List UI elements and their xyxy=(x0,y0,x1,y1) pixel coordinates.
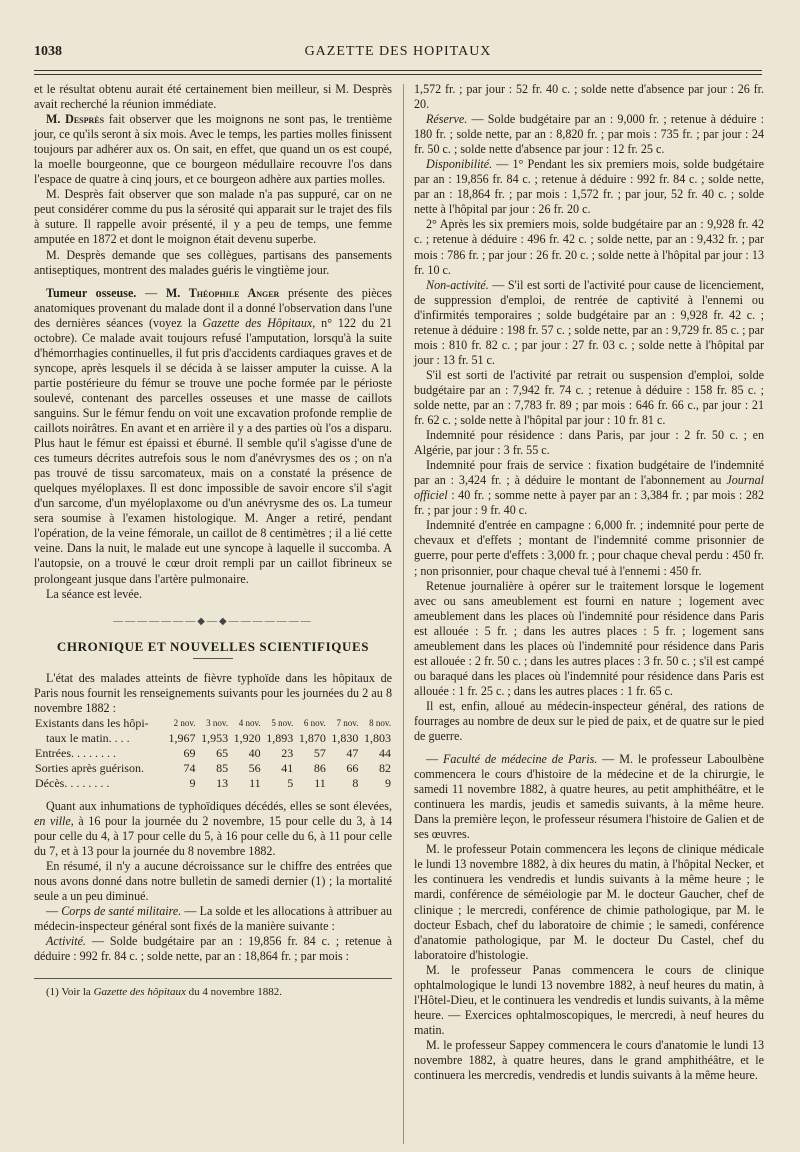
paragraph: Il est, enfin, alloué au médecin-inspecteur général, des rations de fourrages au nombre de deux sur le pied de paix, et de quatre sur le pied de guerre. xyxy=(414,698,764,744)
paragraph-heading: Disponibilité. xyxy=(426,157,493,172)
table-cell: 56 xyxy=(248,760,261,775)
typhoid-stats-table xyxy=(34,716,392,791)
paragraph: M. Desprès fait observer que son malade n'a pas suppuré, car on ne peut considérer comme du pus la sérosité qui apparait sur le trajet des fils à suture. Il rappelle avoir présenté, il y a peu de temps, une femme amputée en 1872 et dont le moignon était devenu superbe. xyxy=(34,187,392,247)
table-cell: 82 xyxy=(379,760,391,775)
page-header xyxy=(34,44,762,66)
table-cell: 1,893 xyxy=(266,730,294,745)
paragraph-heading: Tumeur osseuse. xyxy=(46,285,137,300)
paragraph: M. le professeur Sappey commencera le cours d'anatomie le lundi 13 novembre 1882, à quatre heures, dans le grand amphithéâtre, et le continuera les mercredis, vendredis et lundis suivants à la même heure. xyxy=(414,1037,764,1083)
section-ornament: ———————◆—◆——————— xyxy=(113,615,313,627)
table-header: 2 nov. xyxy=(173,717,196,728)
table-cell: 69 xyxy=(183,745,196,760)
page-number: 1038 xyxy=(34,44,62,59)
table-row xyxy=(34,761,392,776)
table-cell: Entrées. . . . . . . . xyxy=(35,745,116,760)
paragraph-heading: Activité. xyxy=(46,934,86,949)
paragraph: Tumeur osseuse. — M. Théophile Anger présente des pièces anatomiques provenant du malade dont il a donné l'observation dans l'une des dernières séances (voyez la Gazette des Hôpitaux, n° 122 du 21 octobre). Ce malade avait toujours refusé l'amputation, lorsqu'à la suite d'hémorrhagies continuelles, il fut pris d'accidents cardiaques graves et de syncope, après lesquels il se décida à se laisser amputer la cuisse. A la partie postérieure du fémur se trouve une poche formée par le périoste soulevé, contenant des parcelles osseuses et une masse de caillots sanguins. Sur le fémur fendu on voit une excavation profonde remplie de caillots noirâtres. En avant et en arrière il y a des parties où l'os a disparu. Plus haut le fémur est épaissi et éburné. Il semble qu'il s'agisse d'une de ces tumeurs décrites autrefois sous le nom d'anévrysmes des os ; on n'a pas trouvé de tissu sarcomateux, mais on a constaté la présence de quelques myéloplaxes. Il est donc impossible de savoir encore s'il s'agit d'un sarcome, d'un myéloplaxome ou d'un anévrysme des os. La tumeur sera soumise à l'examen histologique. M. Anger a retiré, pendant l'opération, de la veine fémorale, un caillot de 8 centimètres ; il a lié cette veine. Dans la nuit, le malade eut une syncope à laquelle il succomba. A l'autopsie, on a trouvé le cœur droit rempli par un caillot fibrineux se prolongeant jusque dans l'artère pulmonaire. xyxy=(34,285,393,586)
table-cell: 66 xyxy=(346,760,359,775)
table-cell: 11 xyxy=(314,775,326,790)
table-cell: Sorties après guérison. xyxy=(35,760,144,775)
journal-reference: Gazette des Hôpitaux xyxy=(202,315,313,330)
paragraph: 1,572 fr. ; par jour : 52 fr. 40 c. ; solde nette d'absence par jour : 26 fr. 20. xyxy=(414,82,764,112)
footnote: (1) Voir la Gazette des hôpitaux du 4 novembre 1882. xyxy=(46,986,283,999)
paragraph-heading: Réserve. xyxy=(426,112,468,127)
paragraph-heading: Corps de santé militaire. xyxy=(61,904,182,919)
table-cell: Décès. . . . . . . . xyxy=(35,775,110,790)
table-row xyxy=(34,716,392,731)
column-divider xyxy=(403,84,404,1144)
table-row xyxy=(34,731,392,746)
left-column xyxy=(34,82,392,1000)
paragraph: — Faculté de médecine de Paris. — M. le professeur Laboulbène commencera le cours d'histoire de la médecine et de la chirurgie, le samedi 11 novembre 1882, à quatre heures, au petit amphithéâtre, et le continuera les mardis, jeudis et samedis suivants, à la même heure. Dans la première leçon, le professeur résumera l'histoire de Galien et de ses œuvres. xyxy=(414,752,765,842)
table-cell: 40 xyxy=(248,745,261,760)
paragraph: M. Desprès demande que ses collègues, partisans des pansements antiseptiques, montrent des malades guéris le vingtième jour. xyxy=(34,247,392,277)
table-cell: 1,870 xyxy=(298,730,326,745)
table-cell: 9 xyxy=(385,775,391,790)
table-cell: 86 xyxy=(313,760,326,775)
header-rule-top xyxy=(34,70,762,71)
paragraph: Retenue journalière à opérer sur le traitement lorsque le logement avec ou sans ameublement est fourni en nature ; logement avec ameublement dans les places où l'indemnité pour résidence dans Paris est allouée : 5 fr. ; dans les autres places : 5 fr. ; logement sans ameublement dans les places où l'indemnité pour résidence dans Paris est allouée : 2 fr. 50 c. ; dans les autres places : 3 fr. 50 c. ; s'il est campé ou baraqué dans les places où l'indemnité pour résidence dans Paris est allouée : 1 fr. 25 c. ; dans les autres places : 1 fr. 65 c. xyxy=(414,578,764,698)
paragraph: Indemnité pour résidence : dans Paris, par jour : 2 fr. 50 c. ; en Algérie, par jour : 3 fr. 55 c. xyxy=(414,428,764,458)
table-cell: taux le matin. . . . xyxy=(46,730,130,745)
table-header: 8 nov. xyxy=(369,717,391,728)
table-header: 7 nov. xyxy=(336,717,359,728)
table-cell: 47 xyxy=(346,745,359,760)
paragraph: M. le professeur Panas commencera le cours de clinique ophtalmologique le lundi 13 novembre 1882, à neuf heures du matin, à l'Hôtel-Dieu, et le continuera les vendredis et lundis suivants, à la même heure. — Exercices ophtalmoscopiques, le mercredi, à neuf heures du matin. xyxy=(414,962,764,1037)
paragraph: M. le professeur Potain commencera les leçons de clinique médicale le lundi 13 novembre 1882, à dix heures du matin, à l'hôpital Necker, et les continuera les vendredis et lundis suivants à la même heure ; le mardi, conférence de séméiologie par M. le docteur Gaucher, chef de clinique ; le mercredi, conférence de chimie pathologique, par M. le docteur Esbach, chef du laboratoire de chimie ; le samedi, conférence d'anatomie pathologique, par M. le docteur Du Castel, chef du laboratoire d'histologie. xyxy=(414,842,764,962)
paragraph: Non-activité. — S'il est sorti de l'activité pour cause de licenciement, de suppression d'emploi, de rentrée de captivité à l'ennemi ou d'infirmités temporaires ; solde budgétaire par an : 9,928 fr. 42 c. ; retenue à déduire : 198 fr. 57 c. ; solde nette, par an : 9,729 fr. 85 c. ; par mois : 810 fr. 82 c. ; par jour : 27 fr. 03 c. ; solde nette à l'hôpital par jour : 13 fr. 51 c. xyxy=(414,277,764,367)
paragraph: M. Desprès fait observer que les moignons ne sont pas, le trentième jour, ce qu'ils seront à six mois. Avec le temps, les parties molles finissent toujours par adhérer aux os. On sait, en effet, que quand un os est coupé, la moelle bourgeonne, que ce bourgeon médullaire recouvre l'os dans l'espace de quatre à cinq jours, et ce bourgeon adhère aux parties molles. xyxy=(34,112,393,187)
table-cell: 23 xyxy=(281,745,294,760)
table-row xyxy=(34,746,392,761)
paragraph: — Corps de santé militaire. — La solde et les allocations à attribuer au médecin-inspecteur général sont fixés de la manière suivante : xyxy=(34,904,392,934)
table-cell: 85 xyxy=(216,760,229,775)
table-cell: 9 xyxy=(189,775,196,790)
speaker-name: M. Théophile Anger xyxy=(165,285,280,300)
paragraph: Disponibilité. — 1° Pendant les six premiers mois, solde budgétaire par an : 19,856 fr. 84 c. ; retenue à déduire : 992 fr. 84 c. ; solde nette, par an : 18,864 fr. ; par mois : 1,572 fr. ; par jour, 52 fr. 40 c. ; solde nette à l'hôpital par jour : 26 fr. 20 c. xyxy=(414,157,764,217)
paragraph-heading: Faculté de médecine de Paris. xyxy=(443,752,598,767)
right-column xyxy=(414,82,764,1083)
table-cell: 13 xyxy=(216,775,229,790)
section-title-rule xyxy=(193,658,233,659)
section-title: CHRONIQUE ET NOUVELLES SCIENTIFIQUES xyxy=(56,638,370,654)
table-cell: 1,830 xyxy=(331,730,359,745)
paragraph: Activité. — Solde budgétaire par an : 19,856 fr. 84 c. ; retenue à déduire : 992 fr. 84 c. ; solde nette, par an : 18,864 fr. ; par mois : xyxy=(34,934,392,964)
paragraph: Indemnité d'entrée en campagne : 6,000 fr. ; indemnité pour perte de chevaux et d'effets ; montant de l'indemnité comme prisonnier de guerre, pour perte d'effets : 3,000 fr. ; pour chaque cheval perdu : 450 fr. ; non prisonnier, pour chaque cheval tué à l'ennemi : 450 fr. xyxy=(414,518,764,578)
table-cell: 41 xyxy=(281,760,294,775)
paragraph: Quant aux inhumations de typhoïdiques décédés, elles se sont élevées, en ville, à 16 pour la journée du 2 novembre, 15 pour celle du 3, à 14 pour celle du 4, à 17 pour celle du 5, à 16 pour celle du 6, à 11 pour celle du 7, et à 13 pour la journée du 8 novembre 1882. xyxy=(34,798,392,859)
paragraph: Réserve. — Solde budgétaire par an : 9,000 fr. ; retenue à déduire : 180 fr. ; solde nette, par an : 8,820 fr. ; par mois : 735 fr. ; par jour : 24 fr. 50 c. ; solde nette d'absence par jour : 12 fr. 25 c. xyxy=(414,112,764,157)
paragraph-heading: Non-activité. xyxy=(426,277,489,292)
paragraph: 2° Après les six premiers mois, solde budgétaire par an : 9,928 fr. 42 c. ; retenue à déduire : 496 fr. 42 c. ; solde nette, par an : 9,432 fr. ; par mois : 786 fr. ; par jour : 26 fr. 20 c. ; solde nette à l'hôpital par jour : 13 fr. 10 c. xyxy=(414,217,764,277)
table-header: 6 nov. xyxy=(303,717,326,728)
table-cell: 1,953 xyxy=(201,730,229,745)
table-cell: 1,920 xyxy=(233,730,261,745)
paragraph: L'état des malades atteints de fièvre typhoïde dans les hôpitaux de Paris nous fournit les renseignements suivants pour les journées du 2 au 8 novembre 1882 : xyxy=(34,670,392,715)
header-rule-bottom xyxy=(34,74,762,75)
table-cell: 44 xyxy=(379,745,391,760)
table-cell: 57 xyxy=(313,745,326,760)
table-cell: 74 xyxy=(183,760,196,775)
table-cell: 1,803 xyxy=(364,730,391,745)
paragraph: S'il est sorti de l'activité par retrait ou suspension d'emploi, solde budgétaire par an : 7,942 fr. 74 c. ; retenue à déduire : 158 fr. 85 c. ; solde nette, par an : 7,783 fr. 89 ; par mois : 646 fr. 66 c., par jour : 21 fr. 62 c. ; solde nette à l'hôpital par jour : 10 fr. 81 c. xyxy=(414,367,764,428)
table-cell: 8 xyxy=(352,775,359,790)
footnote-rule xyxy=(34,978,392,979)
paragraph: La séance est levée. xyxy=(46,586,143,601)
table-cell: 1,967 xyxy=(168,730,196,745)
paragraph: Indemnité pour frais de service : fixation budgétaire de l'indemnité par an : 3,424 fr. ; à déduire le montant de l'abonnement au Journal officiel : 40 fr. ; somme nette à payer par an : 3,384 fr. ; par mois : 282 fr. ; par jour : 9 fr. 40 c. xyxy=(414,458,764,518)
table-cell: Existants dans les hôpi- xyxy=(35,715,149,730)
table-cell: 11 xyxy=(249,775,261,790)
table-header: 5 nov. xyxy=(271,717,294,728)
paragraph: et le résultat obtenu aurait été certainement bien meilleur, si M. Desprès avait recherché la réunion immédiate. xyxy=(34,82,392,112)
table-header: 3 nov. xyxy=(206,717,229,728)
table-row xyxy=(34,776,392,791)
table-cell: 65 xyxy=(216,745,229,760)
table-cell: 5 xyxy=(287,775,294,790)
speaker-name: M. Desprès xyxy=(46,112,105,127)
paragraph: En résumé, il n'y a aucune décroissance sur le chiffre des entrées que nous avons donné dans notre bulletin de samedi dernier (1) ; la mortalité seule a un peu diminué. xyxy=(34,859,392,904)
journal-title: GAZETTE DES HOPITAUX xyxy=(304,44,492,59)
table-header: 4 nov. xyxy=(238,717,261,728)
